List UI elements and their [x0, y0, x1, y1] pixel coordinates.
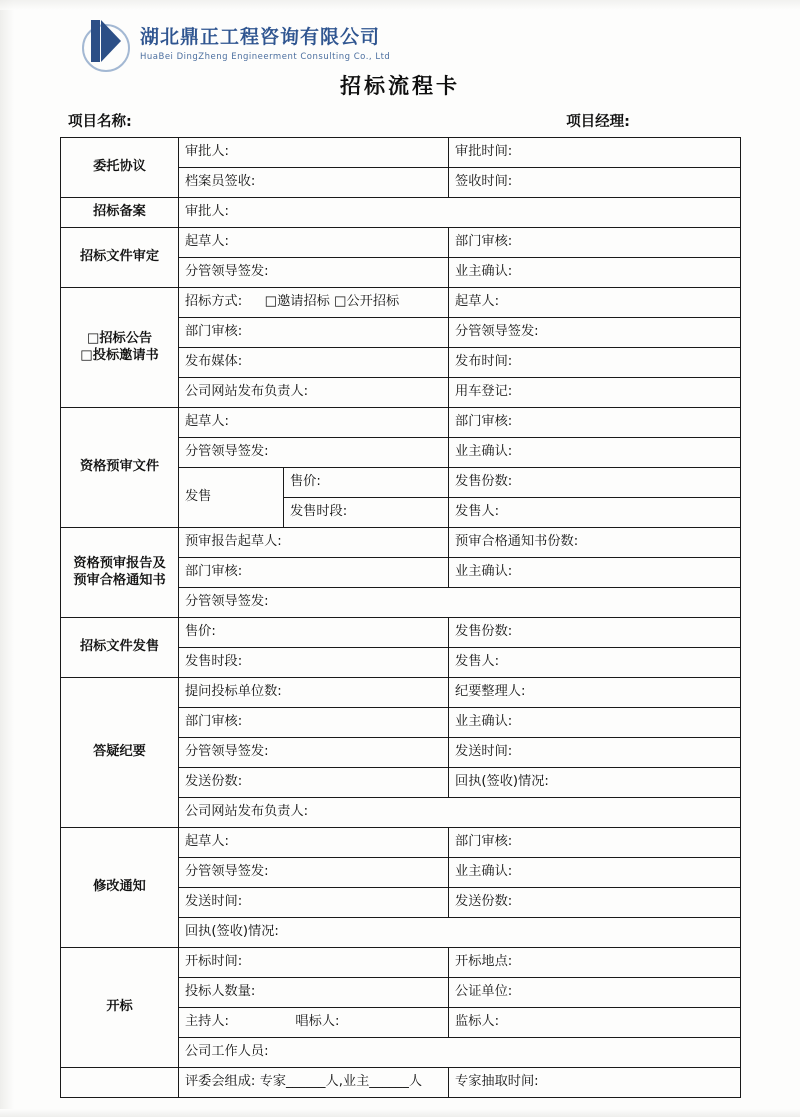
field-label: 发售人: — [449, 498, 741, 528]
field-label: 部门审核: — [449, 408, 741, 438]
stage-label: 招标备案 — [61, 198, 179, 228]
field-label: 审批人: — [179, 198, 741, 228]
field-label: 部门审核: — [449, 228, 741, 258]
field-label: 回执(签收)情况: — [179, 918, 741, 948]
project-name-label: 项目名称: — [68, 114, 132, 130]
stage-label: 招标文件发售 — [61, 618, 179, 678]
company-identity — [140, 22, 520, 62]
logo-bar — [91, 20, 100, 62]
field-label: 主持人: — [185, 1014, 230, 1030]
table-row — [61, 408, 741, 438]
field-label: 开标时间: — [179, 948, 449, 978]
field-label: 业主确认: — [449, 558, 741, 588]
field-label: 签收时间: — [449, 168, 741, 198]
scan-edge-top — [0, 0, 800, 10]
table-row — [61, 288, 741, 318]
field-label: 分管领导签发: — [179, 588, 741, 618]
table-row — [61, 198, 741, 228]
project-manager-label: 项目经理: — [566, 114, 630, 130]
page-title: 招标流程卡 — [340, 74, 460, 98]
page-bottom-fade — [0, 1109, 800, 1117]
field-label-with-options — [179, 288, 449, 318]
letterhead — [60, 18, 740, 76]
table-row — [61, 228, 741, 258]
field-label: 监标人: — [449, 1008, 741, 1038]
field-label: 分管领导签发: — [179, 258, 449, 288]
field-label: 评委会组成: 专家______人,业主______人 — [179, 1068, 449, 1098]
field-label: 招标方式: — [185, 294, 243, 310]
dz-monogram-logo-icon — [82, 20, 134, 72]
field-label: 用车登记: — [449, 378, 741, 408]
stage-label: 委托协议 — [61, 138, 179, 198]
field-label: 发售人: — [449, 648, 741, 678]
document-content — [60, 18, 740, 1098]
field-label-pair — [179, 1008, 449, 1038]
logo-wedge — [101, 20, 121, 62]
field-label: 分管领导签发: — [449, 318, 741, 348]
field-sublabel: 售价: — [284, 468, 449, 498]
field-label: 公司网站发布负责人: — [179, 798, 741, 828]
table-row — [61, 678, 741, 708]
field-label-secondary: 唱标人: — [295, 1014, 340, 1030]
scan-edge-left — [0, 0, 14, 1117]
meta-row — [60, 110, 740, 137]
table-row — [61, 828, 741, 858]
field-label: 档案员签收: — [179, 168, 449, 198]
stage-label: 资格预审文件 — [61, 408, 179, 528]
field-label: 审批人: — [179, 138, 449, 168]
table-row — [61, 528, 741, 558]
field-label: 售价: — [179, 618, 449, 648]
field-label: 部门审核: — [179, 558, 449, 588]
field-label: 部门审核: — [179, 708, 449, 738]
field-label: 公司工作人员: — [179, 1038, 741, 1068]
field-label: 业主确认: — [449, 708, 741, 738]
field-label: 业主确认: — [449, 858, 741, 888]
field-label: 发售份数: — [449, 468, 741, 498]
field-label: 发布时间: — [449, 348, 741, 378]
field-label: 起草人: — [179, 408, 449, 438]
field-label: 预审合格通知书份数: — [449, 528, 741, 558]
stage-label: 修改通知 — [61, 828, 179, 948]
field-label: 分管领导签发: — [179, 738, 449, 768]
stage-label: □招标公告 □投标邀请书 — [61, 288, 179, 408]
field-label: 部门审核: — [449, 828, 741, 858]
field-label: 业主确认: — [449, 438, 741, 468]
field-label: 提问投标单位数: — [179, 678, 449, 708]
stage-label: 开标 — [61, 948, 179, 1068]
field-label: 起草人: — [179, 228, 449, 258]
field-label: 预审报告起草人: — [179, 528, 449, 558]
field-label: 公证单位: — [449, 978, 741, 1008]
field-label: 部门审核: — [179, 318, 449, 348]
company-name-en: HuaBei DingZheng Engineerment Consulting Co., Ltd — [140, 52, 391, 62]
field-label: 发送份数: — [179, 768, 449, 798]
table-row — [61, 948, 741, 978]
table-body — [61, 138, 741, 1098]
field-label: 发送份数: — [449, 888, 741, 918]
field-label: 业主确认: — [449, 258, 741, 288]
field-label: 发送时间: — [449, 738, 741, 768]
stage-label: 答疑纪要 — [61, 678, 179, 828]
field-label: 起草人: — [449, 288, 741, 318]
table-row — [61, 138, 741, 168]
field-label: 分管领导签发: — [179, 438, 449, 468]
field-label: 分管领导签发: — [179, 858, 449, 888]
table-row — [61, 618, 741, 648]
stage-label: 招标文件审定 — [61, 228, 179, 288]
field-label: 专家抽取时间: — [449, 1068, 741, 1098]
company-name-cn: 湖北鼎正工程咨询有限公司 — [140, 26, 381, 48]
field-sublabel: 发售时段: — [284, 498, 449, 528]
tender-flow-table — [60, 137, 741, 1098]
stage-label — [61, 1068, 179, 1098]
field-label: 回执(签收)情况: — [449, 768, 741, 798]
field-label: 投标人数量: — [179, 978, 449, 1008]
field-label: 发售份数: — [449, 618, 741, 648]
field-label: 发售时段: — [179, 648, 449, 678]
field-label: 起草人: — [179, 828, 449, 858]
field-label: 纪要整理人: — [449, 678, 741, 708]
field-label: 发售 — [179, 468, 284, 528]
stage-label: 资格预审报告及 预审合格通知书 — [61, 528, 179, 618]
field-label: 公司网站发布负责人: — [179, 378, 449, 408]
field-label: 发布媒体: — [179, 348, 449, 378]
field-label: 发送时间: — [179, 888, 449, 918]
table-row — [61, 1068, 741, 1098]
field-label: 开标地点: — [449, 948, 741, 978]
bid-method-options: □邀请招标 □公开招标 — [264, 294, 400, 310]
field-label: 审批时间: — [449, 138, 741, 168]
